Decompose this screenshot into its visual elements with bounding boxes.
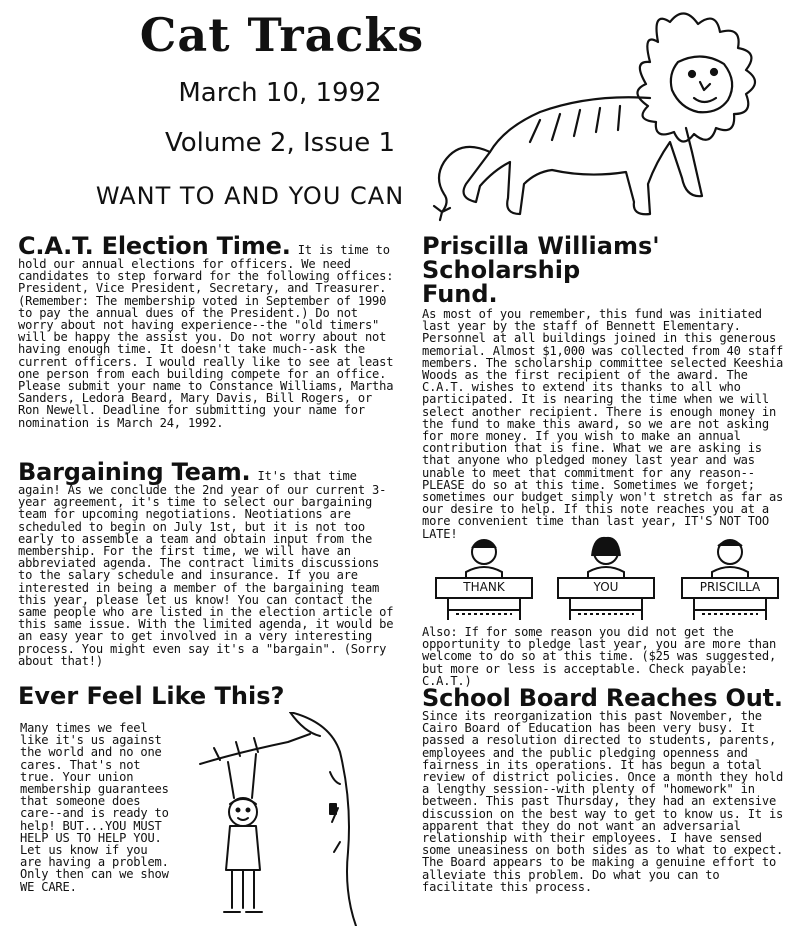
bargaining-body: It's that time again! As we conclude the 2nd year of our current 3-year agreement, it's time to select our bargaining team for upcoming negotiations. Neotiations are scheduled to begin on July 1st, but it is not too early to assemble a team and obtain input from the membership. For the first time, we will have an abbreviated agenda. The contract limits discussions to the salary schedule and insurance. If you are interested in being a member of the bargaining team this year, please let us know! You can contact the same people who are listed in the election article of this same issue. With the limited agenda, it would be an easy year to get involved in a very interesting process. You might even say it's a "bargain". (Sorry about that!) [18,469,394,668]
slogan: WANT TO AND YOU CAN [95,182,405,210]
volume-issue: Volume 2, Issue 1 [164,128,396,158]
children-desks-illustration [428,532,798,622]
election-body: It is time to hold our annual elections for officers. We need candidates to step forward for the following offices: President, Vice President, Secretary, and Treasurer. (Remember: The membership voted in September of 1990 to pay the annual dues of the President.) Do not worry about not having experience--the "old timers" will be happy the assist you. Do not worry about not having enough time. It doesn't take much--ask the current officers. I would really like to see at least one person from each building compete for an office. Please submit your name to Constance Williams, Martha Sanders, Ledora Beard, Mary Davis, Bill Rogers, or Ron Newell. Deadline for submitting your name for nomination is March 24, 1992. [18,243,394,430]
lion-illustration [420,2,800,227]
hanging-man-illustration [180,712,390,926]
issue-date: March 10, 1992 [178,78,382,108]
scholarship-article [422,234,792,540]
scholarship-also: Also: If for some reason you did not get the opportunity to pledge last year, you are more than welcome to do so at this time. ($25 was suggested, but more or less is acceptable. Check payable: C.A.T.) [422,625,777,688]
sign-priscilla: PRISCILLA [699,580,761,594]
scholarship-body: As most of you remember, this fund was initiated last year by the staff of Bennett Elementary. Personnel at all buildings joined in this generous memorial. Almost $1,000 was collected from 40 staff members. The scholarship committee selected Keeshia Woods as the first recipient of the award. The C.A.T. wishes to extend its thanks to all who participated. It is nearing the time when we will select another recipient. There is enough money in the fund to make this award, so we are not asking for more money. If you wish to make an annual contribution that is fine. What we are asking is that anyone who pledged money last year and was unable to meet that commitment for any reason--PLEASE do so at this time. Sometimes we forget; sometimes our budget simply won't stretch as far as our desire to help. If this note reaches you at a more convenient time than last year, IT'S NOT TOO LATE! [422,307,784,541]
board-heading: School Board Reaches Out. [422,684,783,712]
sign-thank: THANK [463,580,505,594]
election-heading: C.A.T. Election Time. [18,232,291,260]
newsletter-title: Cat Tracks [139,8,425,62]
election-article [18,234,398,429]
feel-article [18,684,398,708]
sign-you: YOU [593,580,619,594]
feel-heading: Ever Feel Like This? [18,682,285,710]
scholarship-heading: Priscilla Williams' Scholarship Fund. [422,232,660,308]
board-article [422,686,792,893]
board-body: Since its reorganization this past November, the Cairo Board of Education has been very busy. It passed a resolution directed to students, parents, employees and the public pledging openness and fairness in its operations. It has begun a total review of district policies. Once a month they hold a lengthy session--with plenty of "homework" in between. This past Thursday, they had an extensive discussion on the best way to get to know us. It is apparent that they do not want an adversarial relationship with their employees. I have sensed some uneasiness on both sides as to what to expect. The Board appears to be making a genuine effort to alleviate this problem. Do what you can to facilitate this process. [422,709,784,894]
bargaining-heading: Bargaining Team. [18,458,251,486]
bargaining-article [18,460,398,667]
feel-body: Many times we feel like it's us against the world and no one cares. That's not true. Your union membership guarantees that someone does care--and is ready to help! BUT...YOU MUST HELP US TO HELP YOU. Let us know if you are having a problem. Only then can we show WE CARE. [20,721,169,894]
